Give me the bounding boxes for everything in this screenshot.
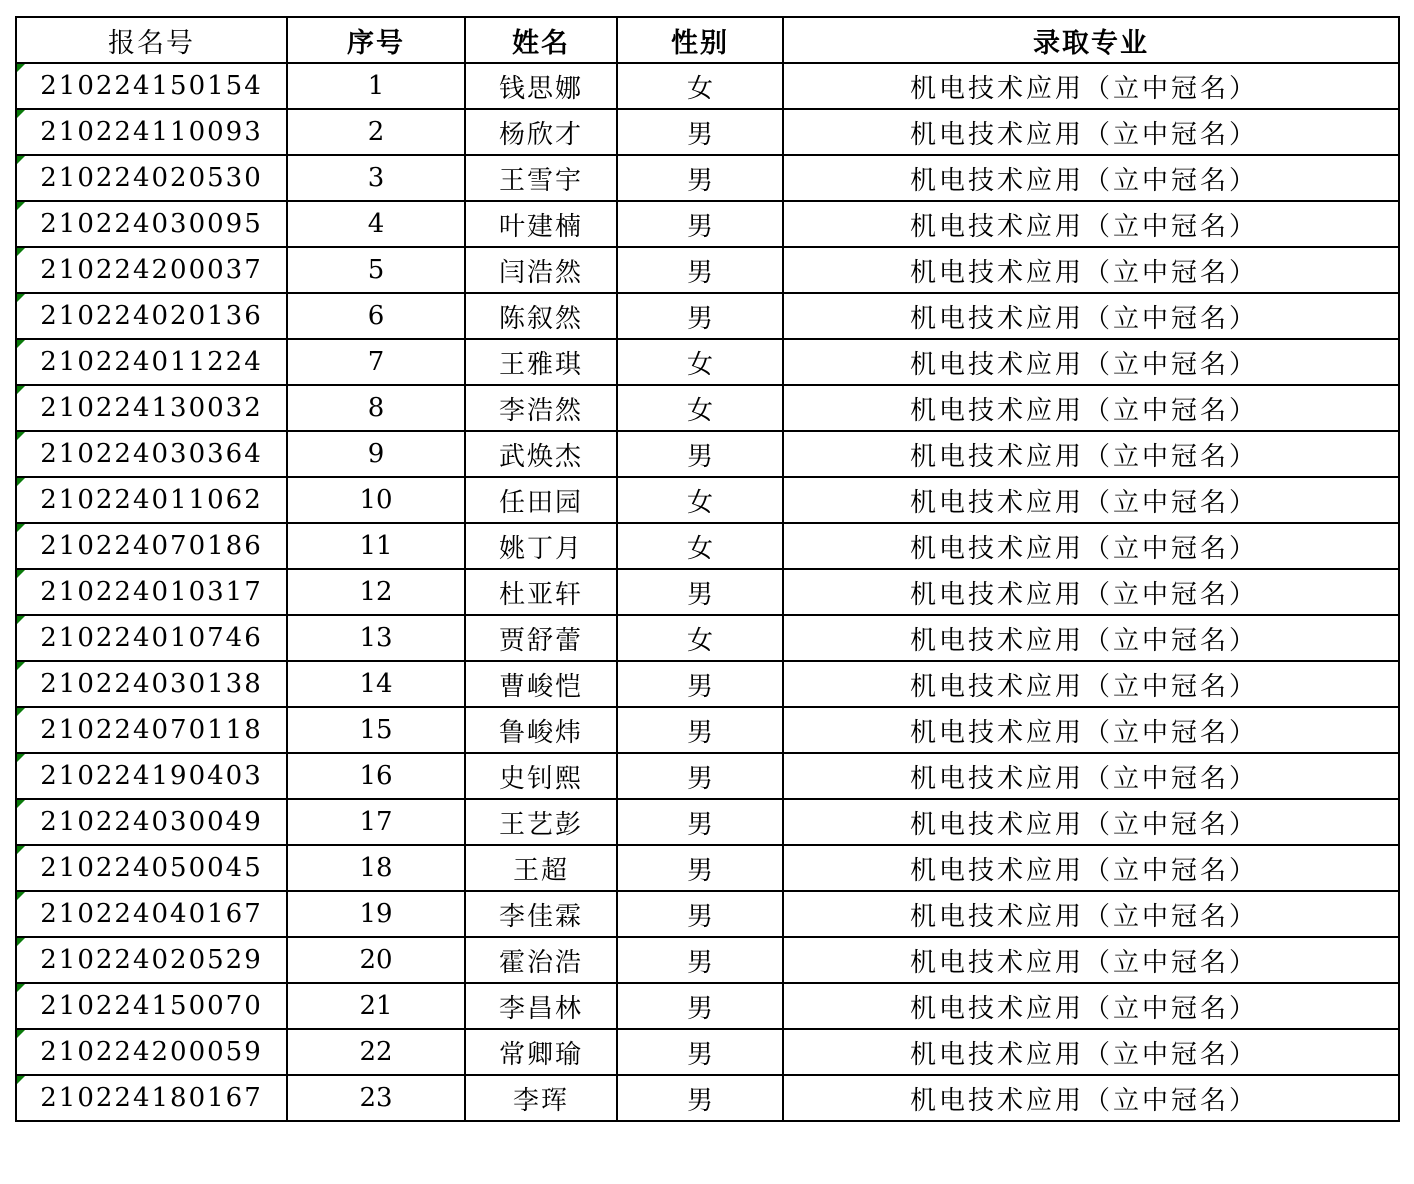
cell-major[interactable] (783, 569, 1399, 615)
cell-gender[interactable] (617, 339, 783, 385)
cell-seq-text: 18 (359, 853, 393, 883)
cell-major-text: 机电技术应用（立中冠名） (910, 579, 1259, 610)
cell-regno[interactable] (16, 891, 287, 937)
cell-major-text: 机电技术应用（立中冠名） (910, 395, 1259, 426)
cell-seq[interactable] (287, 983, 465, 1029)
cell-major-text: 机电技术应用（立中冠名） (910, 257, 1259, 288)
cell-name[interactable] (465, 1029, 617, 1075)
cell-name-text: 闫浩然 (498, 257, 583, 288)
text-number-indicator-icon (17, 616, 25, 624)
header-name: 姓名 (465, 17, 617, 63)
cell-gender[interactable] (617, 523, 783, 569)
cell-seq[interactable] (287, 247, 465, 293)
cell-major-text: 机电技术应用（立中冠名） (910, 349, 1259, 380)
cell-regno-text: 210224070118 (40, 715, 263, 745)
cell-gender[interactable] (617, 983, 783, 1029)
cell-major[interactable] (783, 937, 1399, 983)
cell-major[interactable] (783, 1029, 1399, 1075)
cell-major-text: 机电技术应用（立中冠名） (910, 901, 1259, 932)
cell-major-text: 机电技术应用（立中冠名） (910, 993, 1259, 1024)
cell-gender-text: 男 (686, 809, 713, 840)
cell-major[interactable] (783, 753, 1399, 799)
table-row (16, 431, 1399, 477)
cell-gender[interactable] (617, 661, 783, 707)
cell-seq-text: 5 (367, 255, 385, 285)
table-row (16, 63, 1399, 109)
cell-gender-text: 男 (686, 1039, 713, 1070)
table-row (16, 569, 1399, 615)
cell-gender-text: 男 (686, 441, 713, 472)
cell-name[interactable] (465, 63, 617, 109)
cell-regno-text: 210224200059 (40, 1037, 263, 1067)
cell-gender[interactable] (617, 109, 783, 155)
cell-name-text: 王雪宇 (498, 165, 583, 196)
cell-name[interactable] (465, 615, 617, 661)
cell-gender-text: 男 (686, 165, 713, 196)
cell-gender-text: 男 (686, 257, 713, 288)
cell-gender-text: 男 (686, 671, 713, 702)
table-row (16, 477, 1399, 523)
cell-seq-text: 3 (367, 163, 385, 193)
cell-seq[interactable] (287, 891, 465, 937)
cell-regno-text: 210224200037 (40, 255, 263, 285)
table-row (16, 615, 1399, 661)
cell-regno-text: 210224070186 (40, 531, 263, 561)
cell-major[interactable] (783, 799, 1399, 845)
cell-seq-text: 12 (359, 577, 393, 607)
cell-gender-text: 男 (686, 947, 713, 978)
cell-seq-text: 21 (359, 991, 393, 1021)
cell-major[interactable] (783, 293, 1399, 339)
cell-gender[interactable] (617, 431, 783, 477)
cell-name[interactable] (465, 753, 617, 799)
cell-gender[interactable] (617, 845, 783, 891)
cell-major-text: 机电技术应用（立中冠名） (910, 625, 1259, 656)
cell-regno[interactable] (16, 753, 287, 799)
header-regno: 报名号 (16, 17, 287, 63)
cell-seq[interactable] (287, 661, 465, 707)
cell-name-text: 李佳霖 (498, 901, 583, 932)
cell-gender[interactable] (617, 891, 783, 937)
cell-seq[interactable] (287, 339, 465, 385)
text-number-indicator-icon (17, 248, 25, 256)
text-number-indicator-icon (17, 64, 25, 72)
cell-seq[interactable] (287, 109, 465, 155)
table-row (16, 523, 1399, 569)
cell-seq-text: 7 (367, 347, 385, 377)
cell-seq[interactable] (287, 937, 465, 983)
cell-name-text: 任田园 (498, 487, 583, 518)
cell-name[interactable] (465, 201, 617, 247)
text-number-indicator-icon (17, 846, 25, 854)
cell-major-text: 机电技术应用（立中冠名） (910, 947, 1259, 978)
cell-seq[interactable] (287, 477, 465, 523)
cell-seq-text: 14 (359, 669, 393, 699)
cell-regno[interactable] (16, 109, 287, 155)
cell-seq-text: 20 (359, 945, 393, 975)
cell-name-text: 李浩然 (498, 395, 583, 426)
cell-major-text: 机电技术应用（立中冠名） (910, 855, 1259, 886)
cell-regno[interactable] (16, 661, 287, 707)
cell-regno[interactable] (16, 339, 287, 385)
cell-seq[interactable] (287, 155, 465, 201)
text-number-indicator-icon (17, 202, 25, 210)
cell-gender[interactable] (617, 799, 783, 845)
cell-name[interactable] (465, 155, 617, 201)
cell-gender[interactable] (617, 477, 783, 523)
table-row (16, 109, 1399, 155)
cell-regno[interactable] (16, 1029, 287, 1075)
cell-major-text: 机电技术应用（立中冠名） (910, 1085, 1259, 1116)
cell-name-text: 王超 (512, 855, 569, 886)
cell-gender[interactable] (617, 247, 783, 293)
cell-regno[interactable] (16, 615, 287, 661)
cell-regno[interactable] (16, 983, 287, 1029)
cell-seq[interactable] (287, 523, 465, 569)
cell-major-text: 机电技术应用（立中冠名） (910, 119, 1259, 150)
cell-seq[interactable] (287, 431, 465, 477)
cell-major[interactable] (783, 891, 1399, 937)
table-row (16, 1075, 1399, 1121)
cell-major[interactable] (783, 155, 1399, 201)
cell-name-text: 常卿瑜 (498, 1039, 583, 1070)
cell-name-text: 武焕杰 (498, 441, 583, 472)
cell-major[interactable] (783, 63, 1399, 109)
cell-major-text: 机电技术应用（立中冠名） (910, 671, 1259, 702)
cell-name-text: 李昌林 (498, 993, 583, 1024)
cell-name[interactable] (465, 661, 617, 707)
cell-gender-text: 女 (686, 533, 713, 564)
table-row (16, 707, 1399, 753)
cell-seq-text: 1 (367, 71, 385, 101)
cell-regno[interactable] (16, 845, 287, 891)
cell-name[interactable] (465, 799, 617, 845)
cell-regno-text: 210224050045 (40, 853, 263, 883)
cell-gender[interactable] (617, 1029, 783, 1075)
cell-gender[interactable] (617, 615, 783, 661)
cell-gender[interactable] (617, 385, 783, 431)
cell-gender[interactable] (617, 63, 783, 109)
cell-name-text: 杨欣才 (498, 119, 583, 150)
cell-major[interactable] (783, 477, 1399, 523)
cell-name[interactable] (465, 707, 617, 753)
table-row (16, 339, 1399, 385)
cell-gender-text: 女 (686, 395, 713, 426)
cell-seq-text: 16 (359, 761, 393, 791)
table-row (16, 983, 1399, 1029)
cell-major[interactable] (783, 707, 1399, 753)
cell-major-text: 机电技术应用（立中冠名） (910, 211, 1259, 242)
header-row (16, 17, 1399, 63)
cell-seq[interactable] (287, 799, 465, 845)
text-number-indicator-icon (17, 524, 25, 532)
text-number-indicator-icon (17, 984, 25, 992)
cell-seq-text: 23 (359, 1083, 393, 1113)
cell-major-text: 机电技术应用（立中冠名） (910, 533, 1259, 564)
cell-gender[interactable] (617, 201, 783, 247)
cell-regno-text: 210224110093 (40, 117, 263, 147)
cell-seq-text: 15 (359, 715, 393, 745)
text-number-indicator-icon (17, 892, 25, 900)
cell-seq[interactable] (287, 845, 465, 891)
cell-major-text: 机电技术应用（立中冠名） (910, 763, 1259, 794)
cell-gender-text: 男 (686, 763, 713, 794)
cell-regno[interactable] (16, 293, 287, 339)
cell-major-text: 机电技术应用（立中冠名） (910, 809, 1259, 840)
table-row (16, 799, 1399, 845)
cell-name[interactable] (465, 523, 617, 569)
cell-seq[interactable] (287, 615, 465, 661)
header-gender: 性别 (617, 17, 783, 63)
cell-name[interactable] (465, 891, 617, 937)
cell-name[interactable] (465, 293, 617, 339)
cell-major[interactable] (783, 339, 1399, 385)
cell-gender[interactable] (617, 293, 783, 339)
text-number-indicator-icon (17, 478, 25, 486)
header-major: 录取专业 (783, 17, 1399, 63)
cell-seq-text: 8 (367, 393, 385, 423)
cell-seq-text: 9 (367, 439, 385, 469)
cell-regno-text: 210224180167 (40, 1083, 263, 1113)
cell-major[interactable] (783, 109, 1399, 155)
cell-gender-text: 女 (686, 349, 713, 380)
cell-major-text: 机电技术应用（立中冠名） (910, 487, 1259, 518)
cell-seq[interactable] (287, 753, 465, 799)
cell-regno[interactable] (16, 155, 287, 201)
text-number-indicator-icon (17, 1030, 25, 1038)
cell-regno[interactable] (16, 707, 287, 753)
cell-regno-text: 210224150070 (40, 991, 263, 1021)
cell-regno-text: 210224040167 (40, 899, 263, 929)
cell-regno-text: 210224190403 (40, 761, 263, 791)
cell-gender-text: 男 (686, 579, 713, 610)
text-number-indicator-icon (17, 800, 25, 808)
cell-regno-text: 210224030049 (40, 807, 263, 837)
cell-regno[interactable] (16, 799, 287, 845)
text-number-indicator-icon (17, 110, 25, 118)
cell-regno[interactable] (16, 477, 287, 523)
cell-regno[interactable] (16, 569, 287, 615)
table-row (16, 753, 1399, 799)
cell-regno[interactable] (16, 201, 287, 247)
table-row (16, 661, 1399, 707)
cell-major[interactable] (783, 385, 1399, 431)
cell-regno-text: 210224020136 (40, 301, 263, 331)
cell-regno-text: 210224011062 (40, 485, 263, 515)
cell-gender-text: 男 (686, 119, 713, 150)
cell-name[interactable] (465, 247, 617, 293)
cell-name[interactable] (465, 937, 617, 983)
cell-gender[interactable] (617, 155, 783, 201)
cell-gender-text: 男 (686, 993, 713, 1024)
cell-name-text: 贾舒蕾 (498, 625, 583, 656)
cell-regno-text: 210224030095 (40, 209, 263, 239)
cell-name[interactable] (465, 431, 617, 477)
cell-seq[interactable] (287, 63, 465, 109)
cell-regno-text: 210224020529 (40, 945, 263, 975)
cell-regno-text: 210224150154 (40, 71, 263, 101)
cell-major-text: 机电技术应用（立中冠名） (910, 165, 1259, 196)
cell-name-text: 史钊熙 (498, 763, 583, 794)
table-row (16, 385, 1399, 431)
cell-regno[interactable] (16, 431, 287, 477)
text-number-indicator-icon (17, 340, 25, 348)
cell-name[interactable] (465, 1075, 617, 1121)
cell-major-text: 机电技术应用（立中冠名） (910, 717, 1259, 748)
cell-seq-text: 22 (359, 1037, 393, 1067)
cell-major[interactable] (783, 661, 1399, 707)
cell-name[interactable] (465, 109, 617, 155)
cell-gender-text: 男 (686, 303, 713, 334)
cell-regno[interactable] (16, 385, 287, 431)
text-number-indicator-icon (17, 754, 25, 762)
cell-gender-text: 男 (686, 1085, 713, 1116)
cell-major[interactable] (783, 983, 1399, 1029)
cell-regno[interactable] (16, 523, 287, 569)
table-row (16, 937, 1399, 983)
cell-regno-text: 210224010317 (40, 577, 263, 607)
text-number-indicator-icon (17, 156, 25, 164)
cell-name-text: 王雅琪 (498, 349, 583, 380)
cell-name[interactable] (465, 477, 617, 523)
cell-major-text: 机电技术应用（立中冠名） (910, 1039, 1259, 1070)
text-number-indicator-icon (17, 432, 25, 440)
cell-gender-text: 女 (686, 487, 713, 518)
cell-gender-text: 女 (686, 625, 713, 656)
cell-regno[interactable] (16, 1075, 287, 1121)
text-number-indicator-icon (17, 386, 25, 394)
table-row (16, 155, 1399, 201)
cell-regno-text: 210224130032 (40, 393, 263, 423)
cell-gender-text: 男 (686, 211, 713, 242)
cell-name-text: 霍治浩 (498, 947, 583, 978)
cell-seq-text: 13 (359, 623, 393, 653)
cell-major[interactable] (783, 523, 1399, 569)
header-seq: 序号 (287, 17, 465, 63)
cell-seq-text: 4 (367, 209, 385, 239)
cell-name[interactable] (465, 983, 617, 1029)
admission-table (15, 16, 1400, 1122)
table-body (16, 63, 1399, 1121)
cell-name-text: 姚丁月 (498, 533, 583, 564)
cell-gender-text: 男 (686, 855, 713, 886)
text-number-indicator-icon (17, 294, 25, 302)
table-row (16, 247, 1399, 293)
text-number-indicator-icon (17, 570, 25, 578)
cell-regno[interactable] (16, 63, 287, 109)
cell-name-text: 叶建楠 (498, 211, 583, 242)
cell-seq-text: 17 (359, 807, 393, 837)
table-row (16, 891, 1399, 937)
cell-major[interactable] (783, 615, 1399, 661)
text-number-indicator-icon (17, 1076, 25, 1084)
cell-gender[interactable] (617, 1075, 783, 1121)
cell-name[interactable] (465, 385, 617, 431)
cell-name[interactable] (465, 845, 617, 891)
cell-gender[interactable] (617, 937, 783, 983)
cell-name-text: 鲁峻炜 (498, 717, 583, 748)
cell-gender-text: 男 (686, 901, 713, 932)
cell-seq-text: 19 (359, 899, 393, 929)
cell-regno[interactable] (16, 247, 287, 293)
cell-seq[interactable] (287, 1075, 465, 1121)
cell-major[interactable] (783, 1075, 1399, 1121)
cell-seq[interactable] (287, 385, 465, 431)
cell-name-text: 曹峻恺 (498, 671, 583, 702)
cell-major[interactable] (783, 431, 1399, 477)
text-number-indicator-icon (17, 938, 25, 946)
cell-major[interactable] (783, 247, 1399, 293)
cell-name[interactable] (465, 569, 617, 615)
cell-major[interactable] (783, 201, 1399, 247)
table-row (16, 293, 1399, 339)
cell-regno-text: 210224011224 (40, 347, 263, 377)
cell-name-text: 王艺彭 (498, 809, 583, 840)
cell-seq[interactable] (287, 707, 465, 753)
cell-gender[interactable] (617, 707, 783, 753)
cell-gender-text: 男 (686, 717, 713, 748)
cell-regno-text: 210224030138 (40, 669, 263, 699)
cell-name-text: 杜亚轩 (498, 579, 583, 610)
cell-regno-text: 210224020530 (40, 163, 263, 193)
cell-regno[interactable] (16, 937, 287, 983)
cell-major[interactable] (783, 845, 1399, 891)
table-row (16, 1029, 1399, 1075)
cell-name-text: 陈叙然 (498, 303, 583, 334)
cell-seq-text: 6 (367, 301, 385, 331)
cell-gender[interactable] (617, 569, 783, 615)
cell-regno-text: 210224010746 (40, 623, 263, 653)
text-number-indicator-icon (17, 708, 25, 716)
cell-seq[interactable] (287, 1029, 465, 1075)
cell-name-text: 李珲 (512, 1085, 569, 1116)
cell-gender-text: 女 (686, 73, 713, 104)
cell-major-text: 机电技术应用（立中冠名） (910, 441, 1259, 472)
cell-name[interactable] (465, 339, 617, 385)
table-row (16, 201, 1399, 247)
cell-seq[interactable] (287, 201, 465, 247)
text-number-indicator-icon (17, 662, 25, 670)
cell-seq-text: 11 (359, 531, 393, 561)
cell-major-text: 机电技术应用（立中冠名） (910, 303, 1259, 334)
cell-gender[interactable] (617, 753, 783, 799)
cell-seq[interactable] (287, 569, 465, 615)
cell-regno-text: 210224030364 (40, 439, 263, 469)
cell-seq-text: 2 (367, 117, 385, 147)
table-row (16, 845, 1399, 891)
cell-name-text: 钱思娜 (498, 73, 583, 104)
cell-seq[interactable] (287, 293, 465, 339)
cell-seq-text: 10 (359, 485, 393, 515)
cell-major-text: 机电技术应用（立中冠名） (910, 73, 1259, 104)
